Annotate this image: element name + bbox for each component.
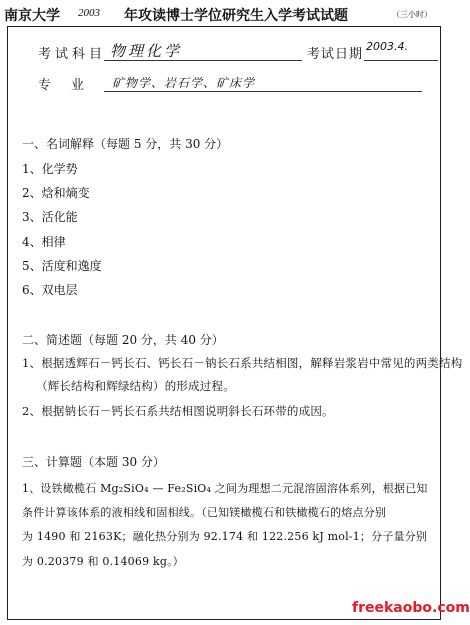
s1-item-5: 5、活度和逸度 — [22, 259, 102, 273]
s1-item-3: 3、活化能 — [22, 210, 78, 224]
s2-question-1-line-1: 1、根据透辉石－钙长石、钙长石－钠长石系共结相图，解释岩浆岩中常见的两类结构 — [22, 356, 463, 370]
s2-question-1-line-2: （辉长结构和辉绿结构）的形成过程。 — [36, 379, 235, 393]
site-watermark: freekaobo.com — [352, 600, 470, 616]
s1-item-6: 6、双电层 — [22, 283, 78, 297]
s1-item-4: 4、相律 — [22, 235, 66, 249]
duration-note: （三小时） — [392, 10, 432, 19]
date-underline — [364, 60, 438, 61]
university-name: 南京大学 — [4, 8, 60, 24]
date-label: 考试日期 — [307, 47, 364, 62]
exam-header — [4, 5, 449, 25]
handwritten-year: 2003 — [78, 7, 100, 19]
date-value: 2003.4. — [366, 40, 408, 53]
section-2-heading: 二、简述题（每题 20 分，共 40 分） — [22, 333, 224, 347]
major-underline — [104, 91, 422, 92]
section-1-heading: 一、名词解释（每题 5 分，共 30 分） — [22, 137, 229, 151]
s3-line-3: 为 1490 和 2163K；融化热分别为 92.174 和 122.256 kJ mol-1；分子量分别 — [22, 530, 428, 543]
s3-line-4: 为 0.20379 和 0.14069 kg。） — [22, 555, 184, 568]
major-value: 矿物学、岩石学、矿床学 — [112, 76, 256, 90]
subject-label: 考试科目 — [38, 47, 107, 62]
subject-underline — [104, 60, 302, 61]
s3-line-1: 1、设铁橄榄石 Mg₂SiO₄ — Fe₂SiO₄ 之间为理想二元混溶固溶体系列，根据已知 — [22, 482, 428, 495]
major-label: 专业 — [38, 78, 105, 93]
s1-item-2: 2、焓和熵变 — [22, 186, 90, 200]
section-3-heading: 三、计算题（本题 30 分） — [22, 455, 165, 469]
s1-item-1: 1、化学势 — [22, 162, 78, 176]
subject-value: 物理化学 — [110, 42, 183, 60]
s3-line-2: 条件计算该体系的液相线和固相线。（已知镁橄榄石和铁橄榄石的熔点分别 — [22, 506, 387, 519]
s2-question-2: 2、根据钠长石－钙长石系共结相图说明斜长石环带的成因。 — [22, 404, 334, 418]
exam-title: 年攻读博士学位研究生入学考试试题 — [124, 8, 348, 24]
